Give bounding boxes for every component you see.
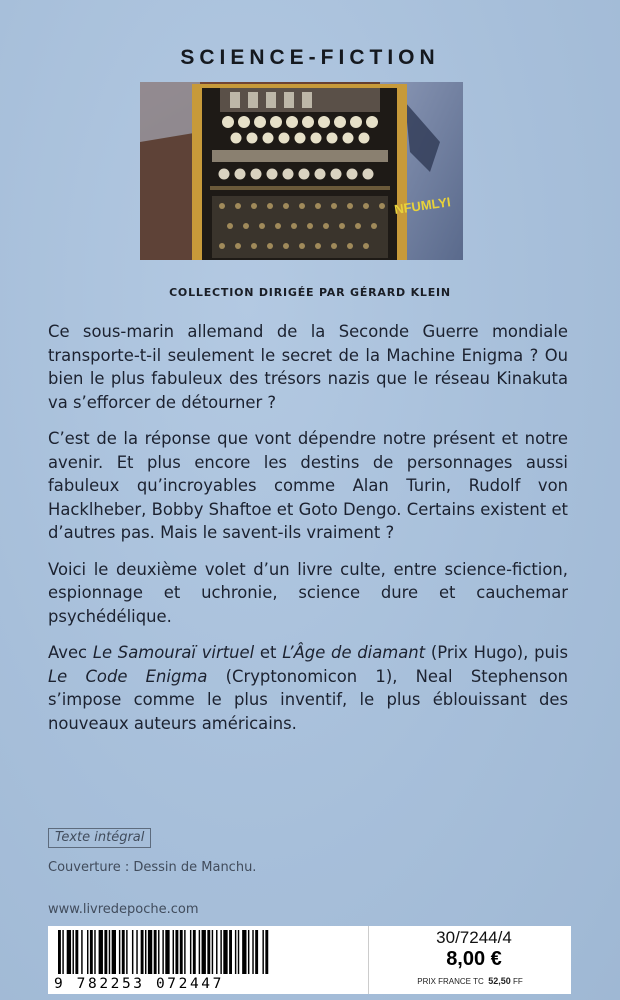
barcode-bar [255,930,258,974]
barcode-bar [122,930,125,974]
barcode-bar [158,930,159,974]
barcode-bar [173,930,174,974]
barcode-bar [248,930,249,974]
barcode-bar [190,930,191,974]
barcode-bar [220,930,221,974]
barcode-bar [145,930,146,974]
price-panel [368,926,571,994]
blurb-paragraph-4 [48,641,568,735]
barcode-bar [180,930,183,974]
blurb-paragraph-1: Ce sous-marin allemand de la Seconde Guerre mondiale transporte-t-il seulement le secret de la Machine Enigma ? Ou bien le plus fabuleux des trésors nazis que le réseau Kinakuta va s’efforcer de détourner ? [48,322,568,412]
barcode-bar [119,930,120,974]
barcode-bar [229,930,232,974]
book-title: Le Samouraï virtuel [92,643,255,662]
barcode-bar [58,930,61,974]
barcode-bar [109,930,110,974]
barcode-bar [199,930,200,974]
catalog-code: 30/7244/4 [436,928,512,947]
barcode-bar [207,930,210,974]
barcode-bar [223,930,227,974]
blurb-text: Avec [48,643,93,662]
barcode-bar [252,930,253,974]
barcode-bar [265,930,268,974]
barcode-bar [62,930,63,974]
barcode-bar [262,930,263,974]
collection-credit: COLLECTION DIRIGÉE PAR GÉRARD KLEIN [169,286,451,299]
price-france-line [369,976,571,986]
back-cover-blurb [48,320,568,748]
barcode-bar [242,930,246,974]
barcode-bar [141,930,144,974]
enigma-machine-image [140,82,463,260]
barcode-bar [99,930,103,974]
blurb-paragraph-2: C’est de la réponse que vont dépendre notre présent et notre avenir. Et plus encore les destins de personnages aussi fabuleux qu’incroyables comme Alan Turin, Rudolf von Hacklheber, Bobby Shaftoe et Goto Dengo. Certains existent et d’autres pas. Mais le savent-ils vraiment ? [48,429,568,542]
integral-text-badge: Texte intégral [48,828,151,848]
blurb-text: (Prix Hugo), puis [425,643,569,662]
barcode-bar [235,930,236,974]
barcode-bar [184,930,185,974]
barcode-bar [73,930,74,974]
series-title: SCIENCE-FICTION [180,46,440,69]
barcode-bar [148,930,152,974]
price-amount: 8,00 € [446,948,502,970]
barcode-bar [94,930,95,974]
barcode-bar [87,930,88,974]
barcode-bar [112,930,116,974]
publisher-website: www.livredepoche.com [48,902,199,917]
barcode-bar [154,930,157,974]
cover-graffiti: NFUMLYI [393,194,452,217]
isbn-number: 9 782253 072447 [54,976,224,992]
barcode-panel [48,926,368,994]
blurb-paragraph-3: Voici le deuxième volet d’un livre culte, entre science-fiction, espionnage et uchronie, science dure et cauchemar psychédélique. [48,559,568,626]
barcode-bar [212,930,213,974]
barcode-bar [162,930,163,974]
blurb-text: (Cryptonomicon 1), Neal Stephenson s’impose comme le plus inventif, le plus éblouissant des nouveaux auteurs américains. [48,666,568,733]
barcode-bar [238,930,239,974]
barcode-bars [56,930,360,974]
barcode-bar [90,930,93,974]
barcode-bar [216,930,217,974]
barcode-bar [132,930,133,974]
barcode-bar [136,930,137,974]
book-title: L’Âge de diamant [282,643,426,662]
barcode-bar [193,930,196,974]
price-label: PRIX FRANCE TC [417,977,484,986]
barcode-bar [75,930,78,974]
barcode-bar [81,930,82,974]
barcode-bar [175,930,178,974]
barcode-bar [104,930,107,974]
cover-credit: Couverture : Dessin de Manchu. [48,860,257,875]
price-ff-unit: FF [512,977,523,986]
book-title: Le Code Enigma [48,666,208,686]
blurb-text: et [254,643,283,662]
cover-illustration [140,82,463,260]
barcode-bar [202,930,206,974]
barcode-bar [165,930,169,974]
barcode-bar [67,930,71,974]
barcode-bar [126,930,127,974]
price-ff-amount: 52,50 [488,976,511,986]
